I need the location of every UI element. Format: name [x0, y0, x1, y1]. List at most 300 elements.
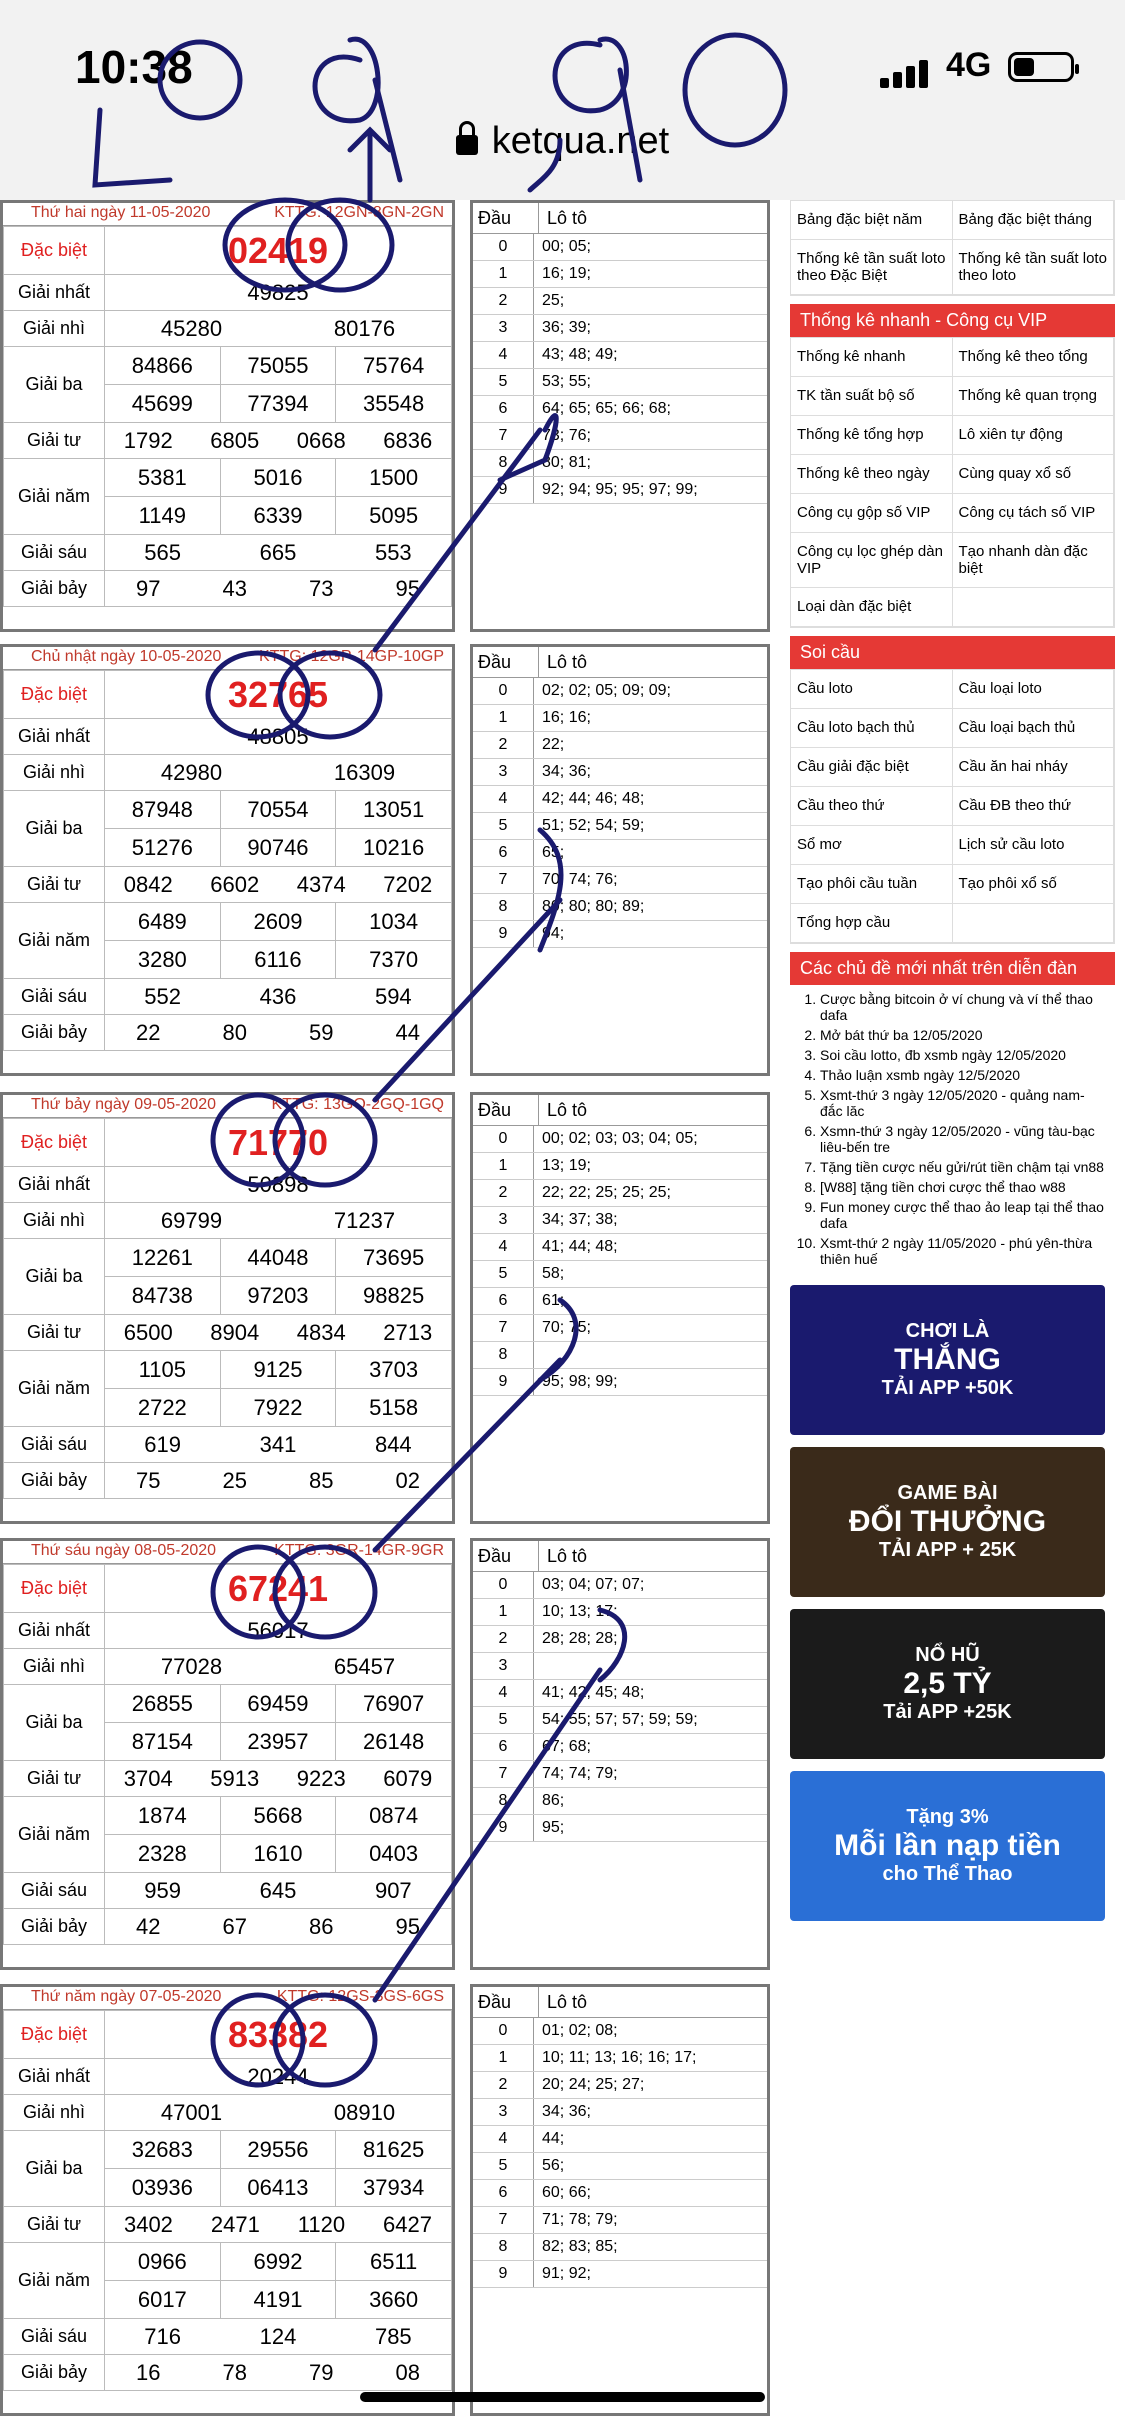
prize-number: 32683 [105, 2131, 221, 2169]
sidebar-link[interactable]: Thống kê theo ngày [791, 455, 953, 494]
prize-number: 85 [309, 1467, 334, 1493]
prize-label: Giải nhì [4, 1649, 105, 1685]
loto-head: 0 [473, 234, 534, 260]
loto-table [470, 200, 770, 632]
loto-row [473, 342, 767, 369]
loto-row [473, 1369, 767, 1396]
prize-number: 73695 [336, 1239, 452, 1277]
loto-head: 2 [473, 2072, 534, 2098]
loto-values: 00; 02; 03; 03; 04; 05; [542, 1130, 698, 1147]
sidebar-link[interactable]: Cầu ĐB theo thứ [953, 787, 1115, 826]
prize-label: Giải nhất [4, 275, 105, 311]
prize-label: Giải ba [4, 1685, 105, 1761]
prize-number: 0403 [336, 1835, 452, 1873]
ad-text: NỔ HŨ [915, 1644, 980, 1666]
loto-head: 3 [473, 2099, 534, 2125]
sidebar-link[interactable]: Bảng đặc biệt năm [791, 201, 953, 240]
prize-number: 619 [144, 1431, 182, 1457]
prize-number: 3280 [105, 941, 221, 979]
prize-number: 59 [309, 1019, 334, 1045]
loto-head: 9 [473, 1815, 534, 1841]
forum-topic-link[interactable]: 7. Tặng tiền cược nếu gửi/rút tiền chậm tại vn88 [820, 1159, 1105, 1175]
forum-topic-link[interactable]: 8. [W88] tặng tiền chơi cược thể thao w88 [820, 1179, 1105, 1195]
prize-label: Giải nhì [4, 2095, 105, 2131]
result-table [0, 200, 455, 632]
loto-values: 80; 80; 80; 89; [542, 898, 645, 915]
prize-label: Giải nhất [4, 1613, 105, 1649]
prize-label: Giải ba [4, 2131, 105, 2207]
loto-values: 71; 78; 79; [542, 2211, 618, 2228]
prize-number: 6017 [105, 2281, 221, 2319]
loto-row [473, 2207, 767, 2234]
loto-table [470, 1092, 770, 1524]
prize-number: 959 [144, 1877, 182, 1903]
loto-head: 7 [473, 2207, 534, 2233]
forum-topic-link[interactable]: 4. Thảo luận xsmb ngày 12/5/2020 [820, 1067, 1105, 1083]
loto-row [473, 423, 767, 450]
prize-number: 5158 [336, 1389, 452, 1427]
prize-number: 565 [144, 539, 182, 565]
prize-number: 29556 [220, 2131, 336, 2169]
prize-number: 51276 [105, 829, 221, 867]
loto-row [473, 477, 767, 504]
prize-number: 10216 [336, 829, 452, 867]
prize-number: 4834 [296, 1319, 346, 1345]
prize-number: 43 [222, 575, 247, 601]
prize-label: Đặc biệt [4, 1119, 105, 1167]
sidebar-link[interactable]: Loại dàn đặc biệt [791, 588, 953, 627]
loto-row [473, 1315, 767, 1342]
prize-number: 75764 [336, 347, 452, 385]
loto-row [473, 921, 767, 948]
loto-values: 10; 13; 17; [542, 1603, 618, 1620]
loto-row [473, 840, 767, 867]
prize-label: Giải bảy [4, 1463, 105, 1499]
ad-text: THẮNG [894, 1343, 1001, 1376]
draw-code: KTTG: 12GP-14GP-10GP [259, 648, 444, 665]
loto-table [470, 644, 770, 1076]
loto-row [473, 1734, 767, 1761]
prize-number: 8904 [210, 1319, 260, 1345]
loto-values: 51; 52; 54; 59; [542, 817, 645, 834]
loto-head: 1 [473, 261, 534, 287]
forum-topic-link[interactable]: 6. Xsmn-thứ 3 ngày 12/05/2020 - vũng tàu-bạc liêu-bến tre [820, 1123, 1105, 1155]
prize-number: 124 [259, 2323, 297, 2349]
loto-head: 3 [473, 759, 534, 785]
loto-head: 2 [473, 288, 534, 314]
sidebar [790, 200, 1115, 1933]
loto-head: 0 [473, 1126, 534, 1152]
prize-number: 16 [136, 2359, 161, 2385]
prize-number: 3660 [336, 2281, 452, 2319]
prize-number: 0842 [123, 871, 173, 897]
loto-head: 9 [473, 921, 534, 947]
prize-number: 22 [136, 1019, 161, 1045]
loto-head: 5 [473, 2153, 534, 2179]
sidebar-link[interactable]: Thống kê nhanh [791, 338, 953, 377]
sidebar-link[interactable]: Sổ mơ [791, 826, 953, 865]
sidebar-link[interactable]: Công cụ gộp số VIP [791, 494, 953, 533]
prize-number: 2609 [220, 903, 336, 941]
sidebar-link[interactable]: Tạo nhanh dàn đặc biệt [953, 533, 1115, 588]
loto-head: 5 [473, 369, 534, 395]
loto-row [473, 813, 767, 840]
loto-values: 74; 74; 79; [542, 1765, 618, 1782]
sidebar-link[interactable]: Công cụ tách số VIP [953, 494, 1115, 533]
prize-number: 1500 [336, 459, 452, 497]
sidebar-link[interactable]: Cùng quay xổ số [953, 455, 1115, 494]
draw-code: KTTG: 13GQ-2GQ-1GQ [271, 1096, 444, 1113]
loto-head: 4 [473, 342, 534, 368]
sidebar-link[interactable]: Cầu giải đặc biệt [791, 748, 953, 787]
loto-row [473, 1288, 767, 1315]
prize-number: 9223 [296, 1765, 346, 1791]
loto-values: 94; [542, 925, 565, 942]
prize-label: Giải nhất [4, 719, 105, 755]
result-header [3, 1095, 452, 1118]
loto-values: 01; 02; 08; [542, 2022, 618, 2039]
loto-head: 8 [473, 450, 534, 476]
loto-row [473, 1653, 767, 1680]
loto-values: 60; 66; [542, 2184, 591, 2201]
loto-head-col: Đầu [473, 1541, 539, 1571]
prize-number: 5668 [220, 1797, 336, 1835]
result-header [3, 647, 452, 670]
prize-number: 2713 [383, 1319, 433, 1345]
prize-number: 2328 [105, 1835, 221, 1873]
forum-topic-link[interactable]: 2. Mở bát thứ ba 12/05/2020 [820, 1027, 1105, 1043]
prize-number: 87948 [105, 791, 221, 829]
loto-head-col: Đầu [473, 1095, 539, 1125]
loto-head: 0 [473, 1572, 534, 1598]
forum-topic-link[interactable]: 3. Soi cầu lotto, đb xsmb ngày 12/05/2020 [820, 1047, 1105, 1063]
special-prize-number: 32765 [227, 673, 329, 715]
loto-head: 4 [473, 1680, 534, 1706]
loto-row [473, 1234, 767, 1261]
ad-text: Tải APP +25K [883, 1701, 1012, 1723]
loto-head: 6 [473, 2180, 534, 2206]
prize-number: 1120 [297, 2211, 346, 2237]
prize-number: 645 [259, 1877, 297, 1903]
ad-banner[interactable] [790, 1609, 1105, 1759]
prize-number: 436 [259, 983, 297, 1009]
loto-row [473, 759, 767, 786]
prize-number: 75055 [220, 347, 336, 385]
ad-text: 2,5 TỶ [903, 1667, 992, 1700]
loto-row [473, 2126, 767, 2153]
loto-head: 8 [473, 1342, 534, 1368]
loto-head: 1 [473, 1153, 534, 1179]
prize-number: 79 [309, 2359, 334, 2385]
prize-number: 84738 [105, 1277, 221, 1315]
forum-topic-list [790, 985, 1115, 1277]
sidebar-section-title: Thống kê nhanh - Công cụ VIP [790, 304, 1115, 337]
loto-head: 7 [473, 1315, 534, 1341]
ad-text: TẢI APP +50K [881, 1377, 1014, 1399]
loto-values: 20; 24; 25; 27; [542, 2076, 645, 2093]
loto-row [473, 894, 767, 921]
prize-label: Đặc biệt [4, 227, 105, 275]
sidebar-link[interactable]: Cầu loto [791, 670, 953, 709]
loto-row [473, 2180, 767, 2207]
prize-label: Giải tư [4, 2207, 105, 2243]
prize-label: Giải ba [4, 1239, 105, 1315]
prize-label: Giải sáu [4, 979, 105, 1015]
loto-table [470, 1538, 770, 1970]
loto-row [473, 2018, 767, 2045]
loto-values: 92; 94; 95; 95; 97; 99; [542, 481, 698, 498]
prize-number: 1610 [220, 1835, 336, 1873]
loto-values: 22; [542, 736, 565, 753]
prize-number: 81625 [336, 2131, 452, 2169]
prize-label: Giải nhì [4, 311, 105, 347]
sidebar-link[interactable]: Bảng đặc biệt tháng [953, 201, 1115, 240]
loto-values: 41; 42; 45; 48; [542, 1684, 645, 1701]
draw-code: KTTG: 12GS-3GS-6GS [276, 1988, 444, 2005]
prize-label: Giải nhất [4, 2059, 105, 2095]
prize-number: 9125 [220, 1351, 336, 1389]
prize-number: 45280 [160, 315, 223, 341]
loto-row [473, 705, 767, 732]
draw-date[interactable]: Chủ nhật ngày 10-05-2020 [31, 648, 222, 665]
prize-number: 16309 [333, 759, 396, 785]
prize-number: 37934 [336, 2169, 452, 2207]
prize-number: 0874 [336, 1797, 452, 1835]
prize-number: 5016 [220, 459, 336, 497]
sidebar-link[interactable]: Cầu ăn hai nháy [953, 748, 1115, 787]
prize-number: 90746 [220, 829, 336, 867]
prize-label: Giải ba [4, 791, 105, 867]
sidebar-link[interactable]: Thống kê theo tổng [953, 338, 1115, 377]
loto-row [473, 732, 767, 759]
loto-row [473, 1680, 767, 1707]
prize-label: Giải sáu [4, 1873, 105, 1909]
ad-text: TẢI APP + 25K [878, 1539, 1017, 1561]
prize-number: 553 [374, 539, 412, 565]
sidebar-link[interactable]: Thống kê quan trọng [953, 377, 1115, 416]
loto-row [473, 315, 767, 342]
prize-label: Giải sáu [4, 2319, 105, 2355]
special-prize-number: 67241 [227, 1567, 329, 1609]
loto-values: 22; 22; 25; 25; 25; [542, 1184, 671, 1201]
loto-head: 2 [473, 732, 534, 758]
prize-number: 77028 [160, 1653, 223, 1679]
loto-row [473, 1572, 767, 1599]
prize-label: Giải bảy [4, 1015, 105, 1051]
ad-banner[interactable] [790, 1285, 1105, 1435]
sidebar-link[interactable]: Tổng hợp cầu [791, 904, 953, 943]
loto-head: 1 [473, 2045, 534, 2071]
prize-label: Giải tư [4, 1761, 105, 1797]
prize-label: Đặc biệt [4, 1565, 105, 1613]
sidebar-link[interactable]: Thống kê tần suất loto theo loto [953, 240, 1115, 295]
loto-values: 65; [542, 844, 565, 861]
prize-number: 7922 [220, 1389, 336, 1427]
prize-number: 7202 [383, 871, 433, 897]
prize-number: 1149 [105, 497, 221, 535]
loto-values: 44; [542, 2130, 565, 2147]
prize-number: 84866 [105, 347, 221, 385]
signal-icon [880, 58, 935, 88]
sidebar-section-title: Các chủ đề mới nhất trên diễn đàn [790, 952, 1115, 985]
prize-number: 73 [309, 575, 334, 601]
sidebar-link[interactable]: Lịch sử cầu loto [953, 826, 1115, 865]
draw-date[interactable]: Thứ năm ngày 07-05-2020 [31, 1988, 222, 2005]
loto-values: 86; [542, 1792, 565, 1809]
prize-number: 97203 [220, 1277, 336, 1315]
prize-label: Giải năm [4, 903, 105, 979]
sidebar-link[interactable]: Thống kê tổng hợp [791, 416, 953, 455]
loto-row [473, 2234, 767, 2261]
loto-row [473, 2045, 767, 2072]
sidebar-link[interactable]: Cầu theo thứ [791, 787, 953, 826]
loto-values: 95; 98; 99; [542, 1373, 618, 1390]
prize-label: Giải tư [4, 423, 105, 459]
loto-head-col: Đầu [473, 203, 539, 233]
loto-row [473, 1153, 767, 1180]
prize-number: 6511 [336, 2243, 452, 2281]
prize-number: 47001 [160, 2099, 223, 2125]
loto-row [473, 1626, 767, 1653]
sidebar-link[interactable]: Tạo phôi cầu tuần [791, 865, 953, 904]
loto-row [473, 786, 767, 813]
prize-number: 2722 [105, 1389, 221, 1427]
result-table [0, 1984, 455, 2416]
loto-head: 9 [473, 2261, 534, 2287]
prize-number: 45699 [105, 385, 221, 423]
sidebar-link[interactable]: Công cụ lọc ghép dàn VIP [791, 533, 953, 588]
prize-number: 03936 [105, 2169, 221, 2207]
loto-list-col: Lô tô [547, 1546, 588, 1566]
prize-number: 44 [395, 1019, 420, 1045]
draw-date[interactable]: Thứ bảy ngày 09-05-2020 [31, 1096, 217, 1113]
sidebar-link[interactable]: Thống kê tần suất loto theo Đặc Biệt [791, 240, 953, 295]
prize-number: 08910 [333, 2099, 396, 2125]
forum-topic-link[interactable]: 5. Xsmt-thứ 3 ngày 12/05/2020 - quảng nam-đắc lăc [820, 1087, 1105, 1119]
loto-values: 73; 76; [542, 427, 591, 444]
loto-head: 2 [473, 1626, 534, 1652]
draw-date[interactable]: Thứ hai ngày 11-05-2020 [31, 204, 211, 221]
loto-values: 70; 75; [542, 1319, 591, 1336]
prize-number: 44048 [220, 1239, 336, 1277]
sidebar-link[interactable]: Cầu loại loto [953, 670, 1115, 709]
loto-head-col: Đầu [473, 1987, 539, 2017]
prize-label: Giải sáu [4, 535, 105, 571]
prize-number: 26148 [336, 1723, 452, 1761]
loto-head: 4 [473, 786, 534, 812]
sidebar-link[interactable]: Cầu loto bạch thủ [791, 709, 953, 748]
loto-head: 5 [473, 1707, 534, 1733]
loto-values: 70; 74; 76; [542, 871, 618, 888]
loto-head: 0 [473, 678, 534, 704]
draw-code: KTTG: 3GR-14GR-9GR [274, 1542, 444, 1559]
loto-values: 64; 65; 65; 66; 68; [542, 400, 671, 417]
loto-head: 7 [473, 867, 534, 893]
prize-number: 06413 [220, 2169, 336, 2207]
loto-row [473, 1342, 767, 1369]
prize-number: 02 [395, 1467, 420, 1493]
sidebar-link[interactable]: Cầu loại bạch thủ [953, 709, 1115, 748]
sidebar-link[interactable]: Lô xiên tự động [953, 416, 1115, 455]
prize-number: 665 [259, 539, 297, 565]
prize-number: 49825 [247, 279, 309, 305]
loto-head: 9 [473, 1369, 534, 1395]
draw-date[interactable]: Thứ sáu ngày 08-05-2020 [31, 1542, 217, 1559]
ad-banner[interactable] [790, 1447, 1105, 1597]
special-prize-number: 71770 [227, 1121, 329, 1163]
prize-number: 98825 [336, 1277, 452, 1315]
prize-number: 716 [144, 2323, 182, 2349]
prize-number: 13051 [336, 791, 452, 829]
result-header [3, 203, 452, 226]
loto-head: 4 [473, 2126, 534, 2152]
loto-head: 3 [473, 1207, 534, 1233]
prize-number: 1105 [105, 1351, 221, 1389]
prize-number: 3402 [123, 2211, 173, 2237]
forum-topic-link[interactable]: 1. Cược bằng bitcoin ở ví chung và ví thể thao dafa [820, 991, 1105, 1023]
loto-row [473, 1788, 767, 1815]
ad-banner[interactable] [790, 1771, 1105, 1921]
prize-number: 65457 [333, 1653, 396, 1679]
loto-values: 25; [542, 292, 565, 309]
loto-values: 10; 11; 13; 16; 16; 17; [542, 2049, 697, 2066]
prize-label: Giải sáu [4, 1427, 105, 1463]
forum-topic-link[interactable]: 10. Xsmt-thứ 2 ngày 11/05/2020 - phú yên-thừa thiên huế [820, 1235, 1105, 1267]
loto-values: 16; 16; [542, 709, 591, 726]
prize-number: 6116 [220, 941, 336, 979]
loto-values: 43; 48; 49; [542, 346, 618, 363]
loto-row [473, 261, 767, 288]
prize-label: Giải năm [4, 2243, 105, 2319]
ad-text: ĐỔI THƯỞNG [848, 1505, 1047, 1538]
prize-number: 1792 [123, 427, 173, 453]
ad-text: Tặng 3% [906, 1806, 989, 1828]
result-table [0, 1538, 455, 1970]
loto-values: 80; 81; [542, 454, 591, 471]
prize-number: 0668 [296, 427, 346, 453]
prize-number: 1034 [336, 903, 452, 941]
sidebar-link[interactable]: TK tần suất bộ số [791, 377, 953, 416]
loto-head: 4 [473, 1234, 534, 1260]
prize-number: 844 [374, 1431, 412, 1457]
loto-head: 7 [473, 1761, 534, 1787]
prize-number: 6836 [383, 427, 433, 453]
loto-row [473, 2153, 767, 2180]
sidebar-link[interactable]: Tạo phôi xổ số [953, 865, 1115, 904]
loto-head: 0 [473, 2018, 534, 2044]
prize-number: 3703 [336, 1351, 452, 1389]
sidebar-section-title: Soi cầu [790, 636, 1115, 669]
loto-values: 53; 55; [542, 373, 591, 390]
loto-values: 34; 36; [542, 2103, 591, 2120]
result-table [0, 1092, 455, 1524]
loto-values: 00; 05; [542, 238, 591, 255]
loto-list-col: Lô tô [547, 208, 588, 228]
loto-head: 6 [473, 1288, 534, 1314]
prize-label: Giải năm [4, 459, 105, 535]
clock: 10:38 [75, 41, 193, 93]
loto-head: 5 [473, 813, 534, 839]
special-prize-number: 02419 [227, 229, 329, 271]
prize-number: 80 [222, 1019, 247, 1045]
prize-number: 3704 [123, 1765, 173, 1791]
prize-number: 6602 [210, 871, 260, 897]
result-header [3, 1987, 452, 2010]
prize-label: Giải năm [4, 1797, 105, 1873]
loto-values: 36; 39; [542, 319, 591, 336]
forum-topic-link[interactable]: 9. Fun money cược thể thao ảo leap tại thể thao dafa [820, 1199, 1105, 1231]
address-bar[interactable] [0, 120, 1125, 163]
